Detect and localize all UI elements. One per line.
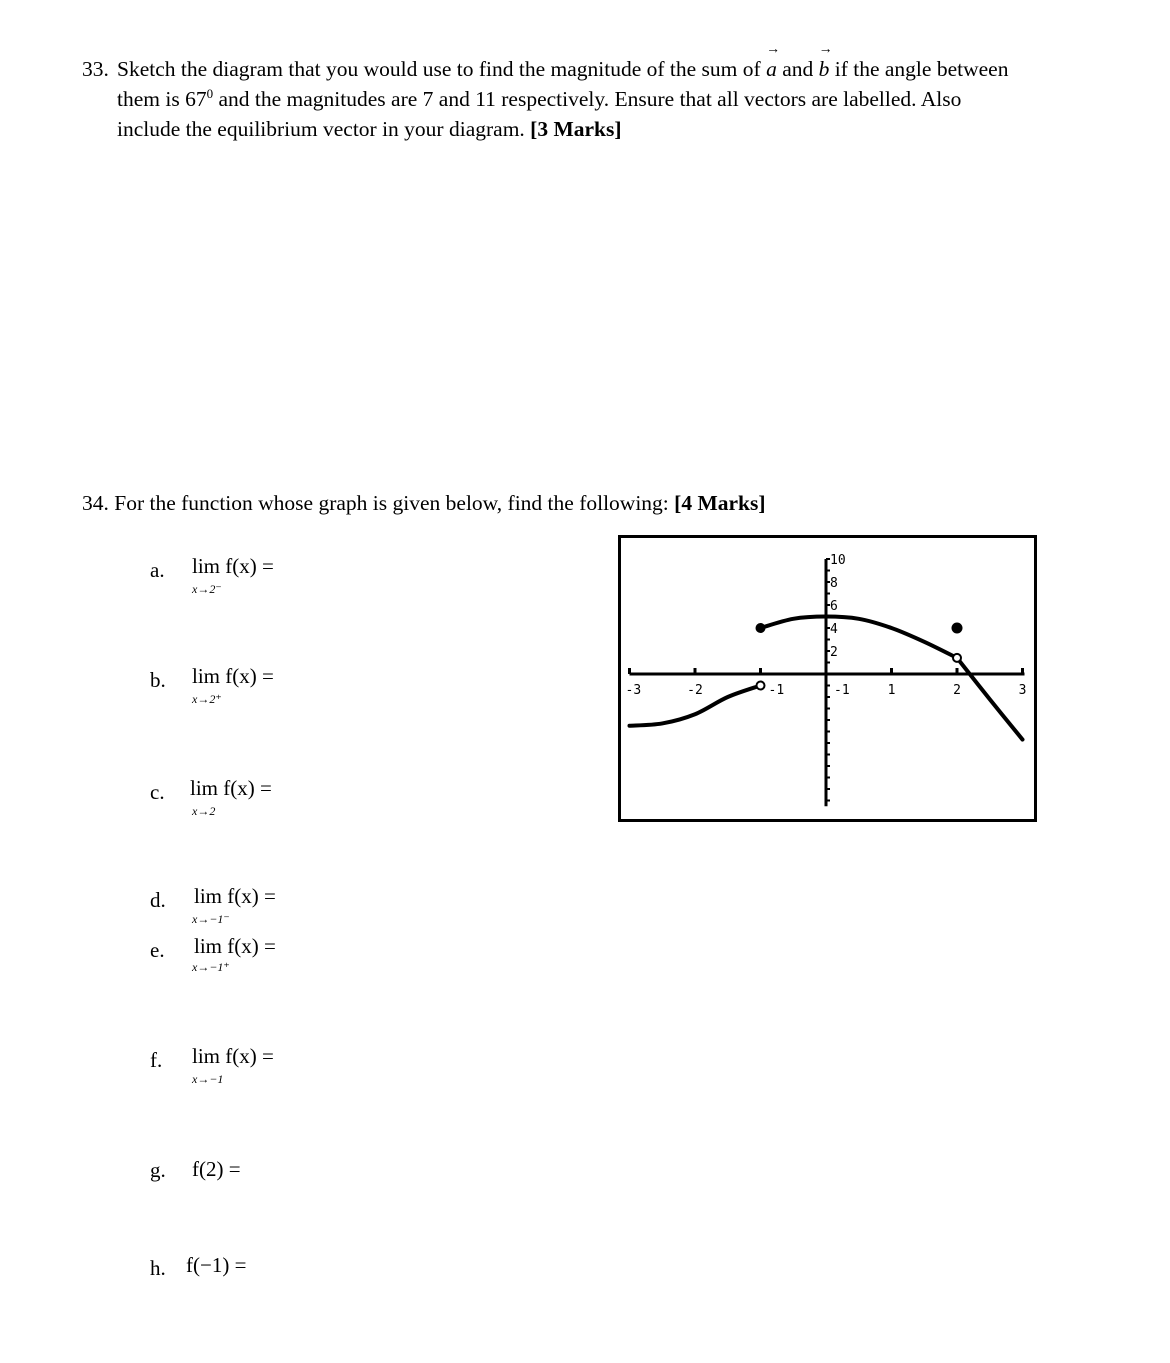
marks: [4 Marks] <box>674 491 766 515</box>
x-tick-label: -1 <box>768 683 785 698</box>
limit-subscript: x→2⁻ <box>192 582 222 596</box>
limit-subscript: x→2⁺ <box>192 692 222 706</box>
x-tick-label: 2 <box>953 683 961 698</box>
x-tick-label: -2 <box>687 683 703 698</box>
question-34 <box>82 488 766 518</box>
vector-a: → a <box>766 42 781 81</box>
function-graph <box>618 535 1037 822</box>
question-number: 34. <box>82 491 109 515</box>
x-tick-label: -1 <box>834 683 850 698</box>
y-tick-label: 8 <box>830 576 838 591</box>
limit-subscript: x→−1 <box>192 1072 224 1086</box>
limit-expression: lim f(x) = <box>190 776 272 800</box>
limit-expression: lim f(x) = <box>192 664 274 688</box>
limit-expression: lim f(x) = <box>192 554 274 578</box>
y-tick-label: 2 <box>830 645 838 660</box>
closed-point <box>952 623 963 634</box>
x-tick-label: -3 <box>625 683 642 698</box>
question-number: 33. <box>82 57 109 81</box>
limit-expression: lim f(x) = <box>192 1044 274 1068</box>
question-text: For the function whose graph is given below, find the following: <box>114 491 669 515</box>
question-33 <box>82 42 1112 144</box>
closed-point <box>756 623 766 633</box>
marks: [3 Marks] <box>530 117 622 141</box>
x-tick-label: 1 <box>887 683 896 698</box>
y-tick-label: 6 <box>830 599 838 614</box>
open-point <box>953 654 961 662</box>
limit-subscript: x→−1⁻ <box>192 912 230 926</box>
vector-b: → b <box>818 42 833 81</box>
limit-subscript: x→2 <box>192 804 216 818</box>
function-value-expression: f(−1) = <box>186 1253 247 1277</box>
x-tick-label: 3 <box>1018 683 1027 698</box>
question-line-3: include the equilibrium vector in your diagram. [3 Marks] <box>117 117 622 141</box>
limit-expression: lim f(x) = <box>194 934 276 958</box>
question-line-1: Sketch the diagram that you would use to find the magnitude of the sum of → a and → b if the angle between <box>117 54 1112 84</box>
y-tick-label: 10 <box>830 553 846 568</box>
limit-expression: lim f(x) = <box>194 884 276 908</box>
open-point <box>757 682 765 690</box>
question-line-2: them is $67^0$ and the magnitudes are 7 and 11 respectively. Ensure that all vectors are labelled. Also <box>117 85 962 111</box>
y-tick-label: 4 <box>830 622 838 637</box>
limit-subscript: x→−1⁺ <box>192 960 230 974</box>
function-value-expression: f(2) = <box>192 1157 241 1181</box>
